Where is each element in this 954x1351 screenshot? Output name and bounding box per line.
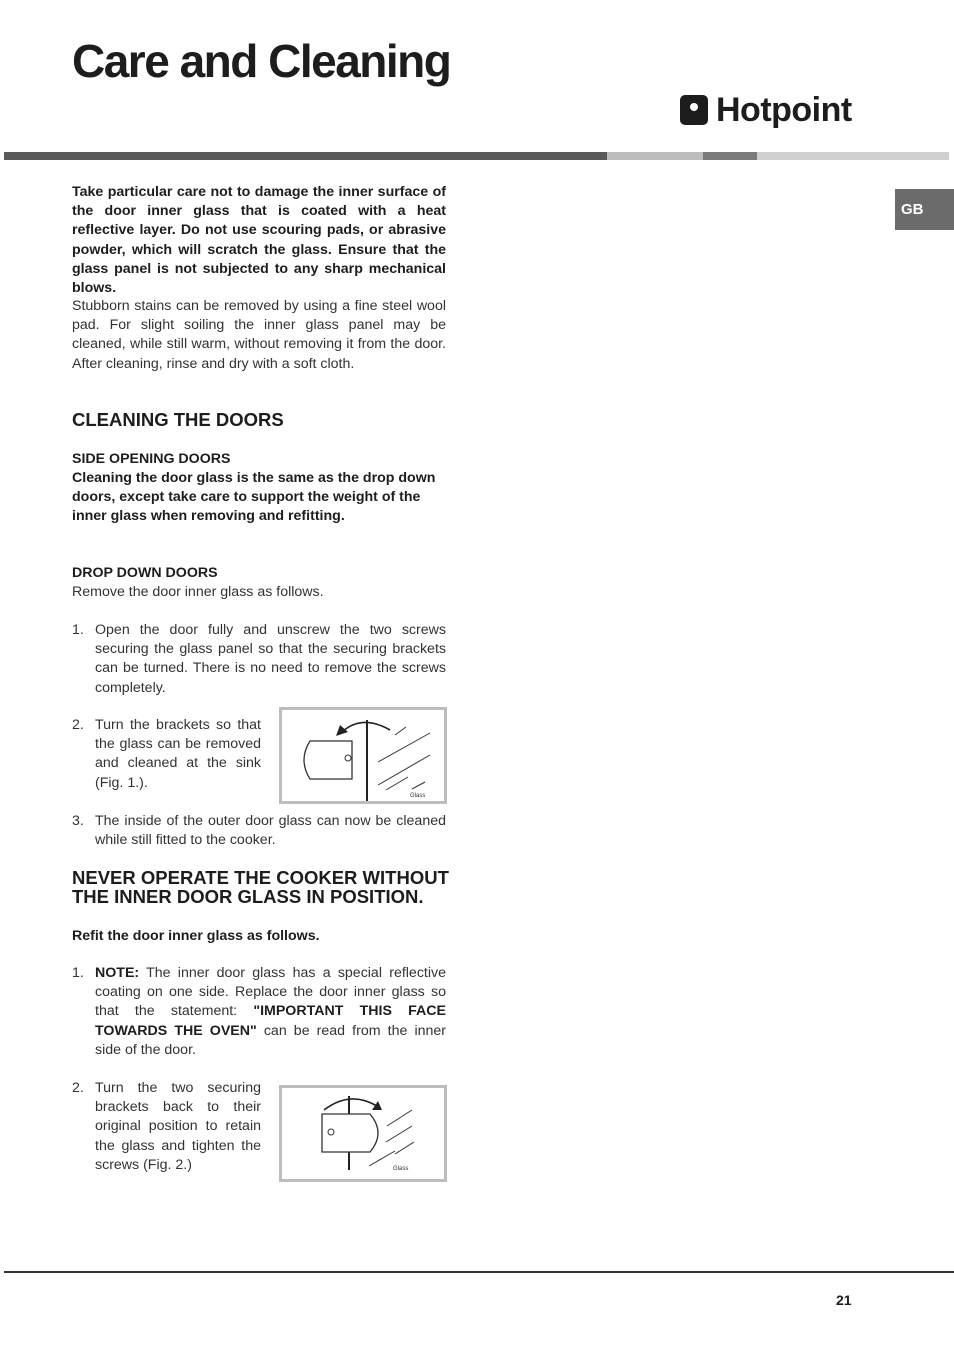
header-bar-light [607,152,703,160]
header-bar-dark [4,152,607,160]
refit-step-2 [72,1079,262,1179]
side-opening-heading: SIDE OPENING DOORS [72,451,231,467]
cleaning-doors-heading: CLEANING THE DOORS [72,409,284,430]
step-number: 3. [72,813,84,829]
remove-step-3 [72,812,446,852]
figure-1 [279,707,447,804]
header-bar-pale [757,152,949,160]
refit-step-1 [72,964,446,1064]
note-text-b: can be read from the inner side of the door. [95,1022,446,1058]
figure-2 [279,1085,447,1182]
step-number: 2. [72,1080,84,1096]
important-statement: "IMPORTANT THIS FACE TOWARDS THE OVEN" [95,1003,446,1039]
step-text [95,964,446,1060]
page-title: Care and Cleaning [72,35,451,87]
page-number: 21 [836,1292,852,1308]
hotpoint-logo-icon [680,95,708,125]
fig1-glass-label: Glass [410,793,426,799]
drop-down-heading: DROP DOWN DOORS [72,565,218,581]
fig2-glass-label: Glass [393,1166,409,1172]
remove-step-1 [72,621,446,701]
never-operate-heading: NEVER OPERATE THE COOKER WITHOUT THE INNER DOOR GLASS IN POSITION. [72,867,449,907]
side-opening-text: Cleaning the door glass is the same as the drop down doors, except take care to support the weight of the inner glass when removing and refitting. [72,470,436,525]
step-text: The inside of the outer door glass can now be cleaned while still fitted to the cooker. [95,813,446,849]
fig1-drawing [282,710,444,801]
step-number: 1. [72,965,84,981]
step-number: 2. [72,717,84,733]
remove-step-2 [72,716,262,796]
note-label: NOTE: [95,965,140,981]
intro-stains: Stubborn stains can be removed by using a fine steel wool pad. For slight soiling the inner glass panel may be cleaned, while still warm, without removing it from the door. After cleaning, rinse and dry with a soft cloth. [72,298,446,372]
language-tab[interactable]: GB [895,189,954,230]
header-bar-mid [703,152,757,160]
note-text-a: The inner door glass has a special reflective coating on one side. Replace the door inner glass so that the statement: [95,965,446,1020]
drop-down-intro: Remove the door inner glass as follows. [72,584,324,600]
step-text: Turn the brackets so that the glass can be removed and cleaned at the sink (Fig. 1.). [95,717,261,791]
intro-warning: Take particular care not to damage the inner surface of the door inner glass that is coated with a heat reflective layer. Do not use scouring pads, or abrasive powder, which will scratch the glass. Ensure that the glass panel is not subjected to any sharp mechanical blows. [72,184,446,297]
step-text: Turn the two securing brackets back to their original position to retain the glass and tighten the screws (Fig. 2.) [95,1080,261,1173]
step-number: 1. [72,622,84,638]
brand-logo [680,90,852,130]
footer-divider [4,1271,954,1273]
fig2-drawing [282,1088,444,1179]
brand-name: Hotpoint [716,90,852,129]
refit-subheading: Refit the door inner glass as follows. [72,928,320,944]
step-text: Open the door fully and unscrew the two screws securing the glass panel so that the securing brackets can be turned. There is no need to remove the screws completely. [95,622,446,696]
